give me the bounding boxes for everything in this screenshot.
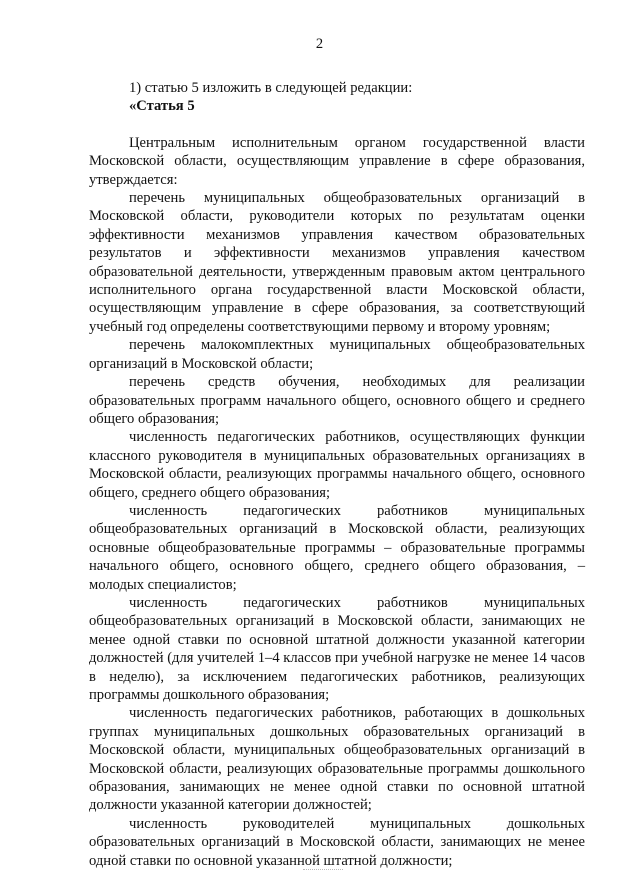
paragraph: численность руководителей муниципальных дошкольных образовательных организаций в Московской области, занимающих не менее одной ставки по основной указанной штатной должности; bbox=[89, 815, 585, 869]
paragraph: перечень муниципальных общеобразовательных организаций в Московской области, руководители которых по результатам оценки эффективности механизмов управления качеством образовательных результатов и эффективности механизмов управления качеством образовательной деятельности, утвержденным правовым актом центрального исполнительного органа государственной власти Московской области, осуществляющим управление в сфере образования, за соответствующий учебный год определены соответствующими первому и второму уровням; bbox=[89, 190, 585, 335]
article-title: «Статья 5 bbox=[129, 98, 195, 115]
paragraph: численность педагогических работников муниципальных общеобразовательных организаций в Московской области, реализующих основные общеобразовательные программы – образовательные программы начального общего, основного общего, среднего общего образования, – молодых специалистов; bbox=[89, 502, 585, 593]
paragraph: численность педагогических работников, осуществляющих функции классного руководителя в муниципальных образовательных организациях в Московской области, реализующих программы начального общего, основного общего, среднего общего образования; bbox=[89, 429, 585, 501]
paragraph: численность педагогических работников, работающих в дошкольных группах муниципальных дошкольных образовательных организаций в Московской области, муниципальных общеобразовательных организаций в Московской области, реализующих образовательные программы дошкольного образования, занимающих не менее одной ставки по основной штатной должности указанной категории должностей; bbox=[89, 705, 585, 814]
scan-mark bbox=[303, 869, 343, 874]
page-number: 2 bbox=[315, 36, 324, 52]
paragraph: Центральным исполнительным органом государственной власти Московской области, осуществляющим управление в сфере образования, утверждается: bbox=[89, 134, 585, 188]
paragraph: численность педагогических работников муниципальных общеобразовательных организаций в Московской области, занимающих не менее одной ставки по основной штатной должности указанной категории должностей (для учителей 1–4 классов при учебной нагрузке не менее 14 часов в неделю), за исключением педагогических работников, реализующих программы дошкольного образования; bbox=[89, 594, 585, 703]
amendment-intro: 1) статью 5 изложить в следующей редакции: bbox=[129, 80, 413, 96]
document-body bbox=[89, 79, 585, 870]
paragraph: перечень малокомплектных муниципальных общеобразовательных организаций в Московской области; bbox=[89, 337, 585, 372]
paragraph: перечень средств обучения, необходимых для реализации образовательных программ начального общего, основного общего и среднего общего образования; bbox=[89, 374, 585, 427]
